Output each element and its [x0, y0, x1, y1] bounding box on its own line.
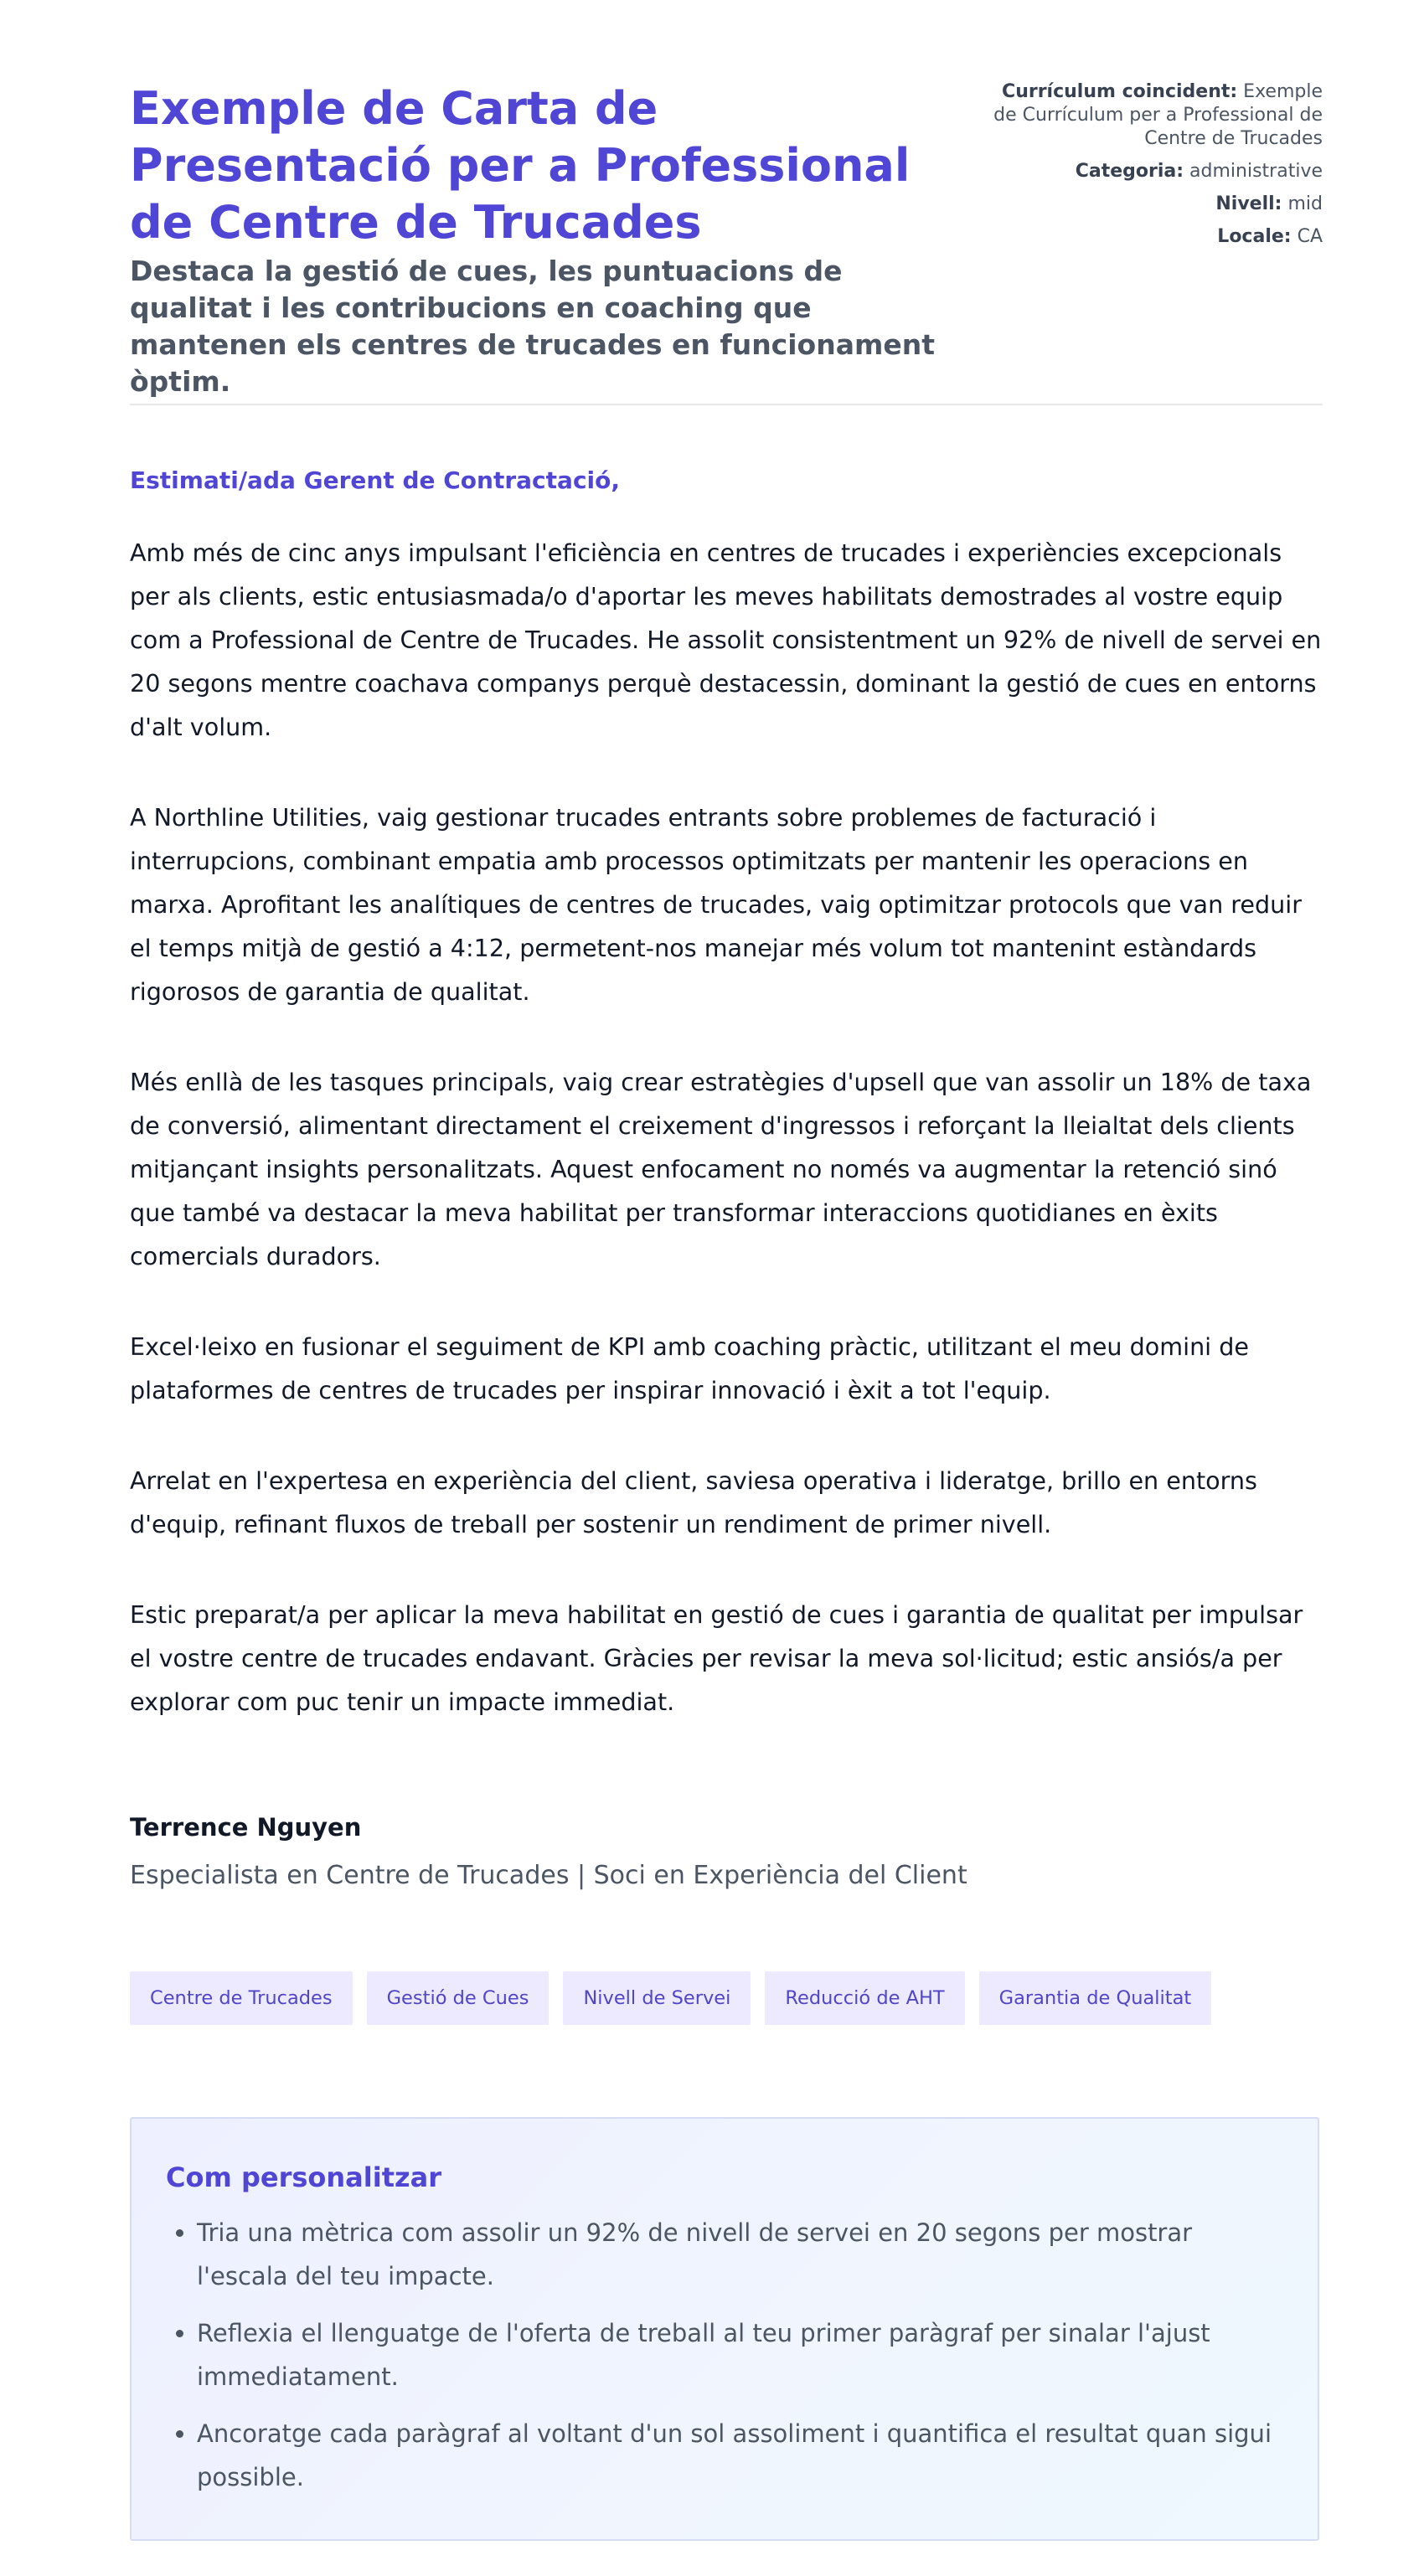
letter-header — [130, 0, 1323, 405]
tag-chip: Reducció de AHT — [765, 1971, 964, 2025]
letter-paragraph: Estic preparat/a per aplicar la meva habilitat en gestió de cues i garantia de qualitat per impulsar el vostre centre de trucades endavant. Gràcies per revisar la meva sol·licitud; estic ansiós/a per explorar com puc tenir un impacte immediat. — [130, 1600, 1303, 1716]
meta-level — [988, 193, 1323, 216]
tag-chip: Centre de Trucades — [130, 1971, 353, 2025]
letter-paragraph: A Northline Utilities, vaig gestionar trucades entrants sobre problemes de facturació i interrupcions, combinant empatia amb processos optimitzats per mantenir les operacions en marxa. Aprofitant les analítiques de centres de trucades, vaig optimitzar protocols que van reduir el temps mitjà de gestió a 4:12, permetent-nos manejar més volum tot mantenint estàndards rigorosos de garantia de qualitat. — [130, 803, 1302, 1006]
signature-title: Especialista en Centre de Trucades | Soci en Experiència del Client — [130, 1861, 967, 1890]
cover-letter-page — [130, 0, 1323, 2491]
meta-category — [988, 160, 1323, 183]
keyword-tags — [130, 1971, 1211, 2025]
tag-chip: Gestió de Cues — [367, 1971, 549, 2025]
customize-tips-box — [130, 2117, 1319, 2541]
letter-paragraph: Excel·leixo en fusionar el seguiment de KPI amb coaching pràctic, utilitzant el meu domini de plataformes de centres de trucades per inspirar innovació i èxit a tot l'equip. — [130, 1332, 1249, 1404]
meta-value: Exemple de Currículum per a Professional de Centre de Trucades — [993, 81, 1323, 149]
meta-value: mid — [1287, 193, 1323, 214]
meta-value: CA — [1297, 226, 1323, 247]
tag-chip: Nivell de Servei — [563, 1971, 751, 2025]
tag-chip: Garantia de Qualitat — [979, 1971, 1212, 2025]
tip-item: • Reflexia el llenguatge de l'oferta de treball al teu primer paràgraf per sinalar l'ajust immediatament. — [197, 2311, 1284, 2398]
meta-label: Categoria: — [1075, 161, 1184, 182]
meta-panel — [988, 80, 1323, 258]
letter-paragraph: Més enllà de les tasques principals, vaig crear estratègies d'upsell que van assolir un 18% de taxa de conversió, alimentant directament el creixement d'ingressos i reforçant la lleialtat dels clients mitjançant insights personalitzats. Aquest enfocament no només va augmentar la retenció sinó que també va destacar la meva habilitat per transformar interaccions quotidianes en èxits comercials duradors. — [130, 1068, 1312, 1270]
meta-locale — [988, 225, 1323, 249]
signature-block — [130, 1812, 967, 1893]
tip-item: • Ancoratge cada paràgraf al voltant d'un sol assoliment i quantifica el resultat quan sigui possible. — [197, 2412, 1284, 2499]
tips-list — [166, 2211, 1284, 2499]
letter-salutation: Estimati/ada Gerent de Contractació, — [130, 466, 621, 494]
letter-paragraph: Amb més de cinc anys impulsant l'eficiència en centres de trucades i experiències excepcionals per als clients, estic entusiasmada/o d'aportar les meves habilitats demostrades al vostre equip com a Professional de Centre de Trucades. He assolit consistentment un 92% de nivell de servei en 20 segons mentre coachava companys perquè destacessin, dominant la gestió de cues en entorns d'alt volum. — [130, 538, 1322, 741]
meta-label: Nivell: — [1215, 193, 1282, 214]
letter-paragraph: Arrelat en l'expertesa en experiència del client, saviesa operativa i lideratge, brillo en entorns d'equip, refinant fluxos de treball per sostenir un rendiment de primer nivell. — [130, 1466, 1257, 1538]
meta-value: administrative — [1189, 161, 1323, 182]
page-subtitle: Destaca la gestió de cues, les puntuacions de qualitat i les contribucions en coaching que mantenen els centres de trucades en funcionament òptim. — [130, 255, 936, 398]
meta-matching-resume — [988, 80, 1323, 151]
meta-label: Locale: — [1217, 226, 1292, 247]
letter-body — [130, 531, 1323, 1770]
page-title: Exemple de Carta de Presentació per a Professional de Centre de Trucades — [130, 82, 911, 249]
tip-item: • Tria una mètrica com assolir un 92% de nivell de servei en 20 segons per mostrar l'escala del teu impacte. — [197, 2211, 1284, 2298]
tips-title: Com personalitzar — [166, 2161, 441, 2193]
signature-name: Terrence Nguyen — [130, 1813, 362, 1842]
meta-label: Currículum coincident: — [1002, 81, 1238, 102]
